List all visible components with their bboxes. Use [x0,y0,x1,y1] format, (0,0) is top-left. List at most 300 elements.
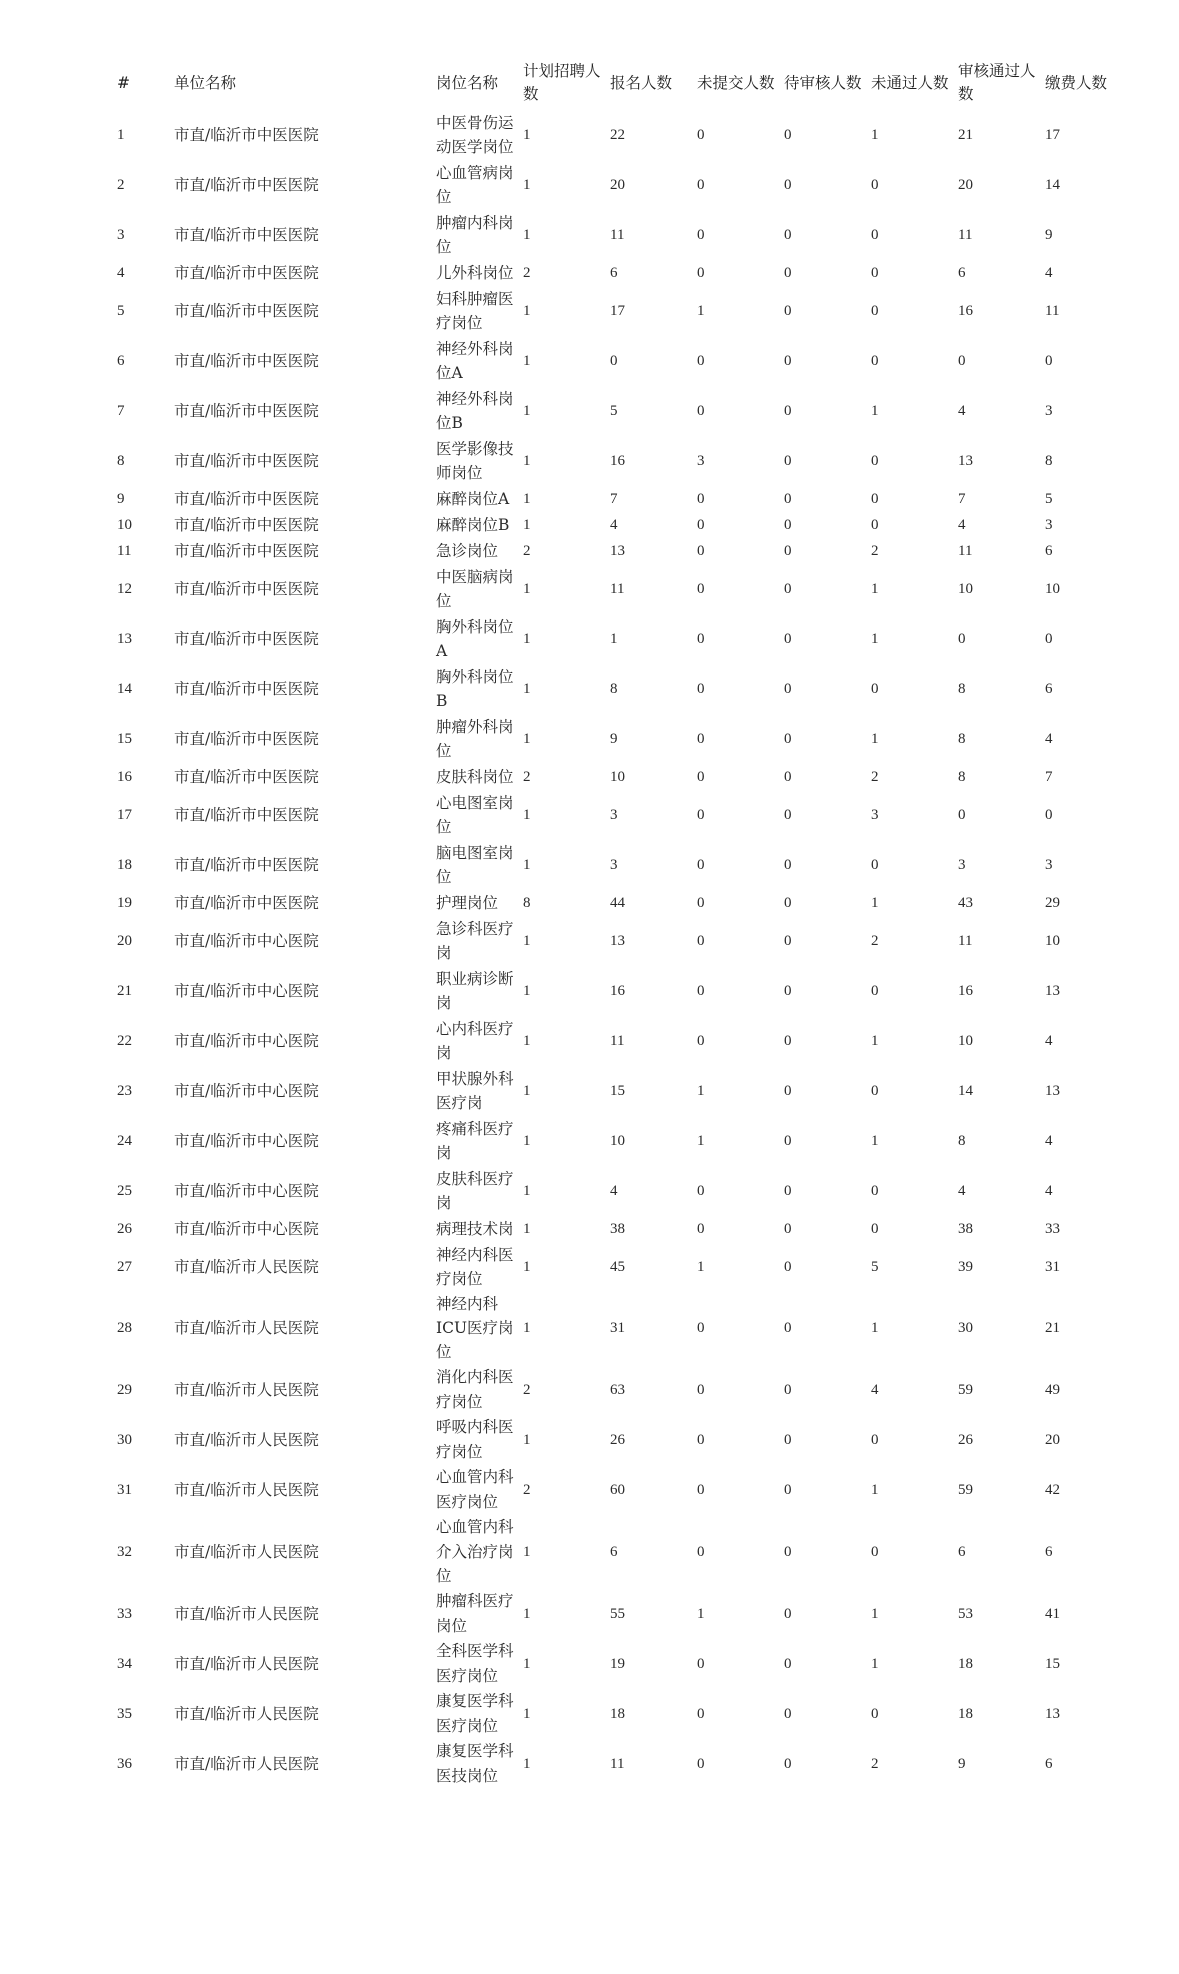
not-submitted-count: 0 [697,932,705,949]
header-passed-count: 审核通过人数 [958,62,1036,103]
pending-count: 0 [784,1320,792,1337]
table-body [108,110,1138,1789]
not-passed-count: 2 [871,932,879,949]
planned-count: 1 [523,176,531,193]
table-header-row [108,56,1138,110]
unit-name: 市直/临沂市人民医院 [174,1257,319,1276]
post-name: 心血管内科医疗岗位 [436,1468,514,1511]
not-submitted-count: 1 [697,1082,705,1099]
table-row [108,916,1138,966]
pending-count: 0 [784,176,792,193]
passed-count: 11 [958,542,973,559]
unit-name: 市直/临沂市中医医院 [174,451,319,470]
not-submitted-count: 1 [697,1605,705,1622]
planned-count: 1 [523,806,531,823]
passed-count: 0 [958,806,966,823]
row-index: 33 [117,1605,132,1622]
post-name: 职业病诊断岗 [436,969,514,1012]
row-index: 4 [117,264,125,281]
unit-name: 市直/临沂市中心医院 [174,981,319,1000]
not-passed-count: 2 [871,768,879,785]
paid-count: 7 [1045,768,1053,785]
applicants-count: 3 [610,806,618,823]
row-index: 28 [117,1320,132,1337]
not-submitted-count: 0 [697,490,705,507]
applicants-count: 13 [610,932,625,949]
not-passed-count: 0 [871,352,879,369]
not-submitted-count: 0 [697,982,705,999]
passed-count: 3 [958,856,966,873]
pending-count: 0 [784,806,792,823]
paid-count: 13 [1045,1705,1060,1722]
not-passed-count: 0 [871,302,879,319]
row-index: 5 [117,302,125,319]
pending-count: 0 [784,402,792,419]
passed-count: 30 [958,1320,973,1337]
pending-count: 0 [784,730,792,747]
post-name: 医学影像技师岗位 [436,439,514,482]
not-passed-count: 0 [871,490,879,507]
paid-count: 11 [1045,302,1060,319]
table-row [108,966,1138,1016]
planned-count: 1 [523,352,531,369]
post-name: 康复医学科医疗岗位 [436,1692,514,1735]
recruitment-stats-table [108,56,1138,1789]
paid-count: 5 [1045,490,1053,507]
table-row [108,436,1138,486]
pending-count: 0 [784,1032,792,1049]
pending-count: 0 [784,894,792,911]
pending-count: 0 [784,352,792,369]
passed-count: 4 [958,516,966,533]
pending-count: 0 [784,1705,792,1722]
paid-count: 6 [1045,680,1053,697]
not-passed-count: 3 [871,806,879,823]
applicants-count: 10 [610,1132,625,1149]
table-row [108,1116,1138,1166]
table-row [108,260,1138,286]
planned-count: 1 [523,680,531,697]
passed-count: 11 [958,932,973,949]
passed-count: 6 [958,264,966,281]
passed-count: 9 [958,1755,966,1772]
planned-count: 1 [523,630,531,647]
not-passed-count: 0 [871,856,879,873]
table-row [108,790,1138,840]
unit-name: 市直/临沂市中医医院 [174,301,319,320]
unit-name: 市直/临沂市中医医院 [174,263,319,282]
planned-count: 2 [523,264,531,281]
passed-count: 43 [958,894,973,911]
applicants-count: 1 [610,630,618,647]
not-submitted-count: 0 [697,1032,705,1049]
pending-count: 0 [784,1655,792,1672]
row-index: 12 [117,580,132,597]
applicants-count: 22 [610,126,625,143]
table-row [108,336,1138,386]
passed-count: 8 [958,768,966,785]
applicants-count: 26 [610,1431,625,1448]
unit-name: 市直/临沂市中医医院 [174,175,319,194]
paid-count: 0 [1045,806,1053,823]
post-name: 全科医学科医疗岗位 [436,1642,514,1685]
table-row [108,1016,1138,1066]
table-row [108,890,1138,916]
not-submitted-count: 1 [697,302,705,319]
unit-name: 市直/临沂市中心医院 [174,931,319,950]
paid-count: 41 [1045,1605,1060,1622]
not-passed-count: 1 [871,402,879,419]
header-paid-count: 缴费人数 [1045,73,1108,92]
post-name: 呼吸内科医疗岗位 [436,1418,514,1461]
row-index: 15 [117,730,132,747]
header-applicants-count: 报名人数 [610,73,673,92]
paid-count: 4 [1045,1182,1053,1199]
applicants-count: 19 [610,1655,625,1672]
not-passed-count: 4 [871,1381,879,1398]
unit-name: 市直/临沂市中心医院 [174,1181,319,1200]
header-index: # [117,73,130,92]
applicants-count: 6 [610,1543,618,1560]
table-row [108,538,1138,564]
not-passed-count: 2 [871,542,879,559]
applicants-count: 6 [610,264,618,281]
pending-count: 0 [784,516,792,533]
header-unit-name: 单位名称 [174,73,237,92]
row-index: 31 [117,1481,132,1498]
planned-count: 1 [523,490,531,507]
header-planned-count: 计划招聘人数 [523,62,601,103]
pending-count: 0 [784,1258,792,1275]
planned-count: 1 [523,1543,531,1560]
applicants-count: 15 [610,1082,625,1099]
planned-count: 1 [523,126,531,143]
not-submitted-count: 0 [697,542,705,559]
not-submitted-count: 0 [697,768,705,785]
not-submitted-count: 0 [697,730,705,747]
passed-count: 16 [958,302,973,319]
passed-count: 59 [958,1481,973,1498]
pending-count: 0 [784,580,792,597]
applicants-count: 11 [610,1032,625,1049]
row-index: 26 [117,1220,132,1237]
pending-count: 0 [784,1220,792,1237]
not-submitted-count: 0 [697,1220,705,1237]
not-submitted-count: 0 [697,1481,705,1498]
applicants-count: 17 [610,302,625,319]
post-name: 皮肤科医疗岗 [436,1169,514,1212]
pending-count: 0 [784,1755,792,1772]
passed-count: 4 [958,402,966,419]
table-row [108,1415,1138,1465]
passed-count: 0 [958,352,966,369]
paid-count: 4 [1045,1132,1053,1149]
pending-count: 0 [784,630,792,647]
not-submitted-count: 0 [697,1320,705,1337]
pending-count: 0 [784,542,792,559]
unit-name: 市直/临沂市中医医院 [174,679,319,698]
unit-name: 市直/临沂市中心医院 [174,1131,319,1150]
post-name: 儿外科岗位 [436,263,514,282]
header-not-submitted-count: 未提交人数 [697,73,775,92]
row-index: 21 [117,982,132,999]
planned-count: 1 [523,1320,531,1337]
unit-name: 市直/临沂市人民医院 [174,1604,319,1623]
table-row [108,1242,1138,1292]
not-submitted-count: 1 [697,1132,705,1149]
paid-count: 21 [1045,1320,1060,1337]
row-index: 9 [117,490,125,507]
not-submitted-count: 0 [697,894,705,911]
pending-count: 0 [784,680,792,697]
not-submitted-count: 0 [697,1755,705,1772]
paid-count: 14 [1045,176,1060,193]
planned-count: 1 [523,226,531,243]
not-passed-count: 0 [871,1431,879,1448]
row-index: 22 [117,1032,132,1049]
row-index: 6 [117,352,125,369]
unit-name: 市直/临沂市人民医院 [174,1430,319,1449]
not-submitted-count: 0 [697,516,705,533]
post-name: 麻醉岗位A [436,489,510,508]
planned-count: 1 [523,1705,531,1722]
not-passed-count: 1 [871,1032,879,1049]
applicants-count: 4 [610,516,618,533]
not-submitted-count: 0 [697,680,705,697]
row-index: 34 [117,1655,132,1672]
table-row [108,512,1138,538]
post-name: 妇科肿瘤医疗岗位 [436,289,514,332]
row-index: 11 [117,542,132,559]
not-passed-count: 0 [871,982,879,999]
applicants-count: 5 [610,402,618,419]
post-name: 神经外科岗位B [436,389,514,432]
not-submitted-count: 0 [697,402,705,419]
not-submitted-count: 0 [697,1381,705,1398]
unit-name: 市直/临沂市中医医院 [174,855,319,874]
unit-name: 市直/临沂市中医医院 [174,893,319,912]
table-row [108,840,1138,890]
table-row [108,1066,1138,1116]
not-submitted-count: 3 [697,452,705,469]
not-passed-count: 0 [871,1543,879,1560]
table-row [108,1739,1138,1789]
post-name: 神经外科岗位A [436,339,514,382]
planned-count: 2 [523,768,531,785]
passed-count: 59 [958,1381,973,1398]
passed-count: 26 [958,1431,973,1448]
planned-count: 1 [523,516,531,533]
row-index: 2 [117,176,125,193]
table-row [108,1216,1138,1242]
table-row [108,1465,1138,1515]
header-not-passed-count: 未通过人数 [871,73,949,92]
not-passed-count: 0 [871,226,879,243]
post-name: 心电图室岗位 [436,793,514,836]
not-passed-count: 1 [871,630,879,647]
row-index: 18 [117,856,132,873]
planned-count: 2 [523,1481,531,1498]
pending-count: 0 [784,982,792,999]
planned-count: 1 [523,932,531,949]
not-submitted-count: 0 [697,264,705,281]
not-passed-count: 0 [871,1082,879,1099]
unit-name: 市直/临沂市中医医院 [174,729,319,748]
post-name: 胸外科岗位A [436,617,514,660]
passed-count: 39 [958,1258,973,1275]
not-submitted-count: 0 [697,630,705,647]
pending-count: 0 [784,1381,792,1398]
row-index: 36 [117,1755,132,1772]
passed-count: 10 [958,1032,973,1049]
not-passed-count: 1 [871,1481,879,1498]
post-name: 消化内科医疗岗位 [436,1368,514,1411]
table-row [108,1515,1138,1589]
row-index: 23 [117,1082,132,1099]
row-index: 3 [117,226,125,243]
table-row [108,1689,1138,1739]
planned-count: 1 [523,1220,531,1237]
pending-count: 0 [784,1431,792,1448]
applicants-count: 4 [610,1182,618,1199]
table-row [108,564,1138,614]
passed-count: 8 [958,730,966,747]
passed-count: 18 [958,1655,973,1672]
paid-count: 4 [1045,1032,1053,1049]
unit-name: 市直/临沂市人民医院 [174,1380,319,1399]
not-submitted-count: 0 [697,1543,705,1560]
unit-name: 市直/临沂市中心医院 [174,1081,319,1100]
pending-count: 0 [784,932,792,949]
unit-name: 市直/临沂市人民医院 [174,1754,319,1773]
paid-count: 3 [1045,402,1053,419]
header-post-name: 岗位名称 [436,73,499,92]
row-index: 20 [117,932,132,949]
planned-count: 1 [523,1431,531,1448]
planned-count: 1 [523,856,531,873]
unit-name: 市直/临沂市中心医院 [174,1031,319,1050]
unit-name: 市直/临沂市中心医院 [174,1219,319,1238]
applicants-count: 16 [610,452,625,469]
unit-name: 市直/临沂市中医医院 [174,541,319,560]
post-name: 疼痛科医疗岗 [436,1119,514,1162]
table-row [108,1589,1138,1639]
post-name: 神经内科ICU医疗岗位 [436,1295,514,1362]
not-submitted-count: 0 [697,126,705,143]
row-index: 32 [117,1543,132,1560]
not-passed-count: 0 [871,1705,879,1722]
planned-count: 2 [523,1381,531,1398]
post-name: 肿瘤外科岗位 [436,717,514,760]
not-passed-count: 1 [871,1320,879,1337]
applicants-count: 31 [610,1320,625,1337]
passed-count: 8 [958,680,966,697]
passed-count: 16 [958,982,973,999]
applicants-count: 20 [610,176,625,193]
not-submitted-count: 0 [697,226,705,243]
not-submitted-count: 0 [697,1431,705,1448]
planned-count: 1 [523,302,531,319]
pending-count: 0 [784,302,792,319]
unit-name: 市直/临沂市中医医院 [174,805,319,824]
planned-count: 1 [523,982,531,999]
applicants-count: 11 [610,1755,625,1772]
applicants-count: 16 [610,982,625,999]
table-row [108,486,1138,512]
unit-name: 市直/临沂市人民医院 [174,1704,319,1723]
row-index: 14 [117,680,132,697]
paid-count: 9 [1045,226,1053,243]
post-name: 胸外科岗位B [436,667,514,710]
planned-count: 1 [523,580,531,597]
planned-count: 1 [523,730,531,747]
row-index: 17 [117,806,132,823]
planned-count: 1 [523,1032,531,1049]
paid-count: 15 [1045,1655,1060,1672]
pending-count: 0 [784,1132,792,1149]
not-submitted-count: 0 [697,1705,705,1722]
passed-count: 6 [958,1543,966,1560]
pending-count: 0 [784,856,792,873]
paid-count: 20 [1045,1431,1060,1448]
post-name: 脑电图室岗位 [436,843,514,886]
paid-count: 6 [1045,1543,1053,1560]
unit-name: 市直/临沂市中医医院 [174,489,319,508]
applicants-count: 18 [610,1705,625,1722]
applicants-count: 8 [610,680,618,697]
passed-count: 11 [958,226,973,243]
applicants-count: 0 [610,352,618,369]
pending-count: 0 [784,1543,792,1560]
row-index: 16 [117,768,132,785]
post-name: 康复医学科医技岗位 [436,1742,514,1785]
applicants-count: 9 [610,730,618,747]
unit-name: 市直/临沂市中医医院 [174,767,319,786]
unit-name: 市直/临沂市人民医院 [174,1480,319,1499]
post-name: 甲状腺外科医疗岗 [436,1069,514,1112]
unit-name: 市直/临沂市中医医院 [174,125,319,144]
paid-count: 13 [1045,982,1060,999]
not-passed-count: 1 [871,580,879,597]
paid-count: 31 [1045,1258,1060,1275]
planned-count: 1 [523,1132,531,1149]
unit-name: 市直/临沂市中医医院 [174,629,319,648]
row-index: 7 [117,402,125,419]
post-name: 皮肤科岗位 [436,767,514,786]
paid-count: 8 [1045,452,1053,469]
planned-count: 2 [523,542,531,559]
unit-name: 市直/临沂市中医医院 [174,515,319,534]
post-name: 心血管内科介入治疗岗位 [436,1518,514,1585]
planned-count: 1 [523,1258,531,1275]
post-name: 麻醉岗位B [436,515,510,534]
not-passed-count: 1 [871,894,879,911]
not-submitted-count: 0 [697,580,705,597]
applicants-count: 55 [610,1605,625,1622]
passed-count: 38 [958,1220,973,1237]
planned-count: 1 [523,1082,531,1099]
paid-count: 17 [1045,126,1060,143]
table-row [108,764,1138,790]
post-name: 中医脑病岗位 [436,567,514,610]
unit-name: 市直/临沂市中医医院 [174,225,319,244]
not-passed-count: 1 [871,730,879,747]
row-index: 24 [117,1132,132,1149]
row-index: 25 [117,1182,132,1199]
table-row [108,664,1138,714]
pending-count: 0 [784,452,792,469]
paid-count: 29 [1045,894,1060,911]
